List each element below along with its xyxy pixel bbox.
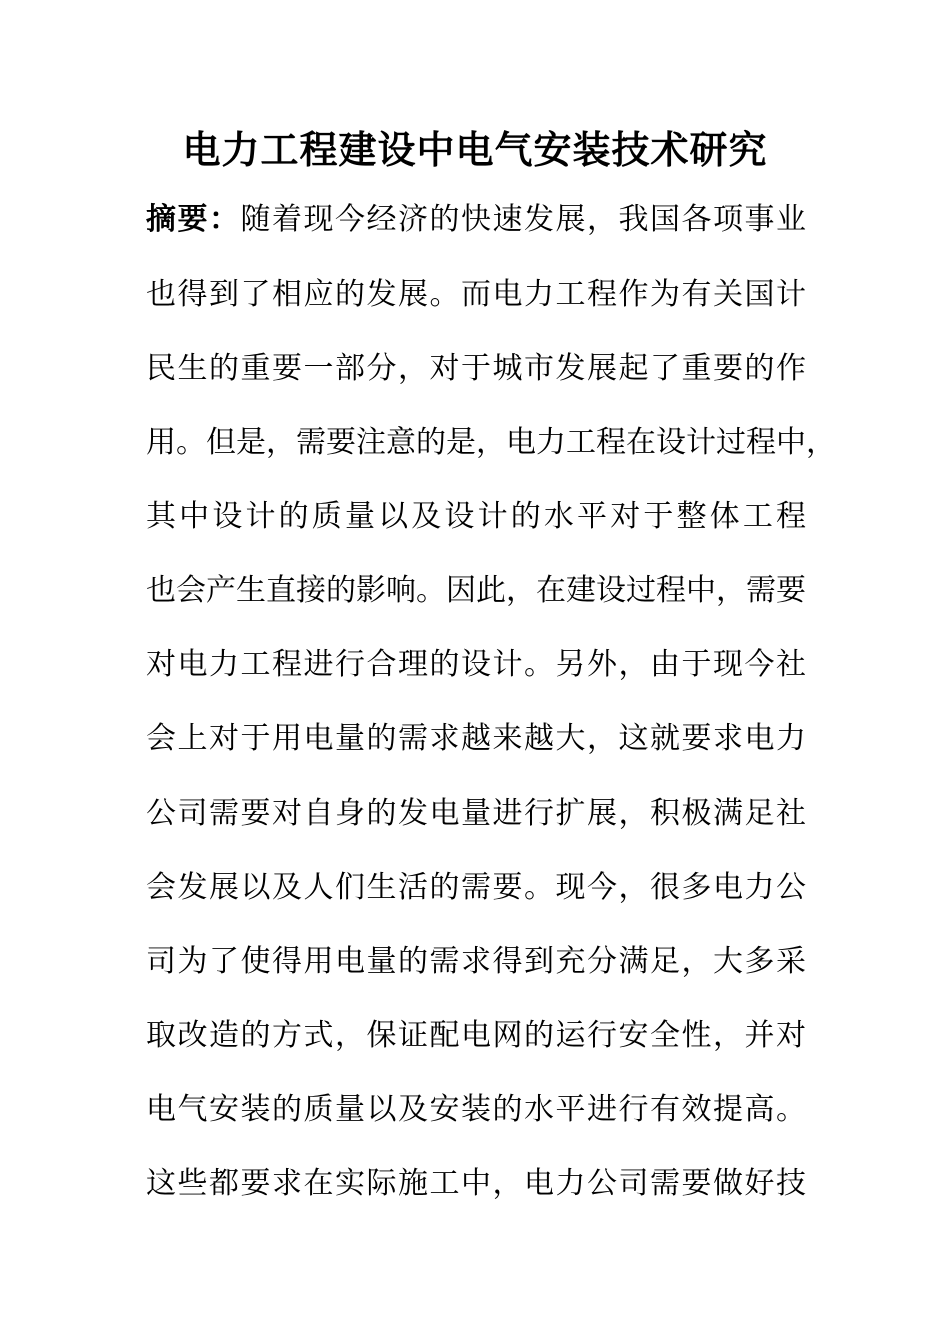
- abstract-label: 摘要：: [146, 202, 241, 237]
- abstract-line-7: 对电力工程进行合理的设计。另外，由于现今社: [146, 647, 806, 682]
- abstract-line-13: 电气安装的质量以及安装的水平进行有效提高。: [146, 1092, 806, 1127]
- abstract-line-3: 民生的重要一部分，对于城市发展起了重要的作: [146, 351, 806, 386]
- abstract-line-9: 公司需要对自身的发电量进行扩展，积极满足社: [146, 796, 806, 831]
- abstract-line-14: 这些都要求在实际施工中，电力公司需要做好技: [146, 1166, 806, 1201]
- abstract-line-11: 司为了使得用电量的需求得到充分满足，大多采: [146, 944, 806, 979]
- abstract-line-8: 会上对于用电量的需求越来越大，这就要求电力: [146, 721, 806, 756]
- abstract-line-1: [146, 200, 806, 240]
- abstract-line-6: 也会产生直接的影响。因此，在建设过程中，需要: [146, 573, 806, 608]
- abstract-line-2: 也得到了相应的发展。而电力工程作为有关国计: [146, 277, 806, 312]
- abstract-line-12: 取改造的方式，保证配电网的运行安全性，并对: [146, 1018, 806, 1053]
- abstract-line-5: 其中设计的质量以及设计的水平对于整体工程: [146, 499, 806, 534]
- abstract-line-4: 用。但是，需要注意的是，电力工程在设计过程中，: [146, 425, 836, 460]
- abstract-line-10: 会发展以及人们生活的需要。现今，很多电力公: [146, 870, 806, 905]
- abstract-text: 随着现今经济的快速发展，我国各项事业: [240, 202, 806, 237]
- document-title: 电力工程建设中电气安装技术研究: [182, 127, 768, 172]
